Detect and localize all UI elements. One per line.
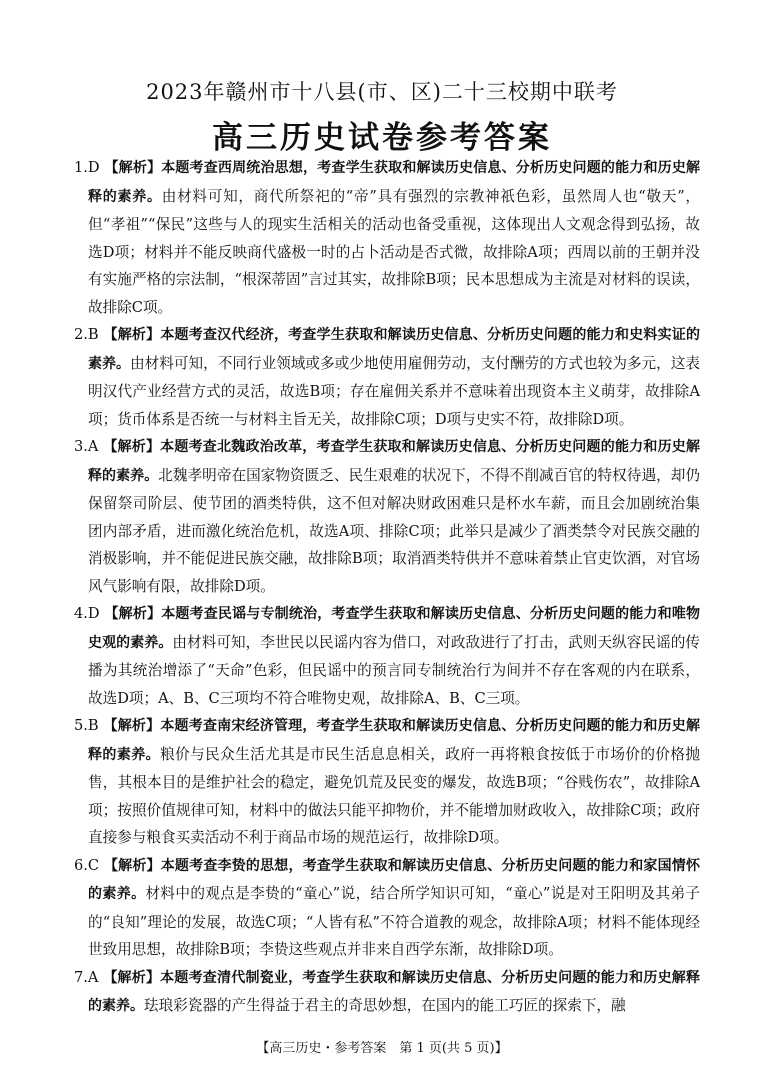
answer-analysis-heading: 【解析】本题考查民谣与专制统治，考查学生获取和解读历史信息、分析历史问题的能力和唯物史观的素养。 <box>88 606 701 651</box>
exam-title: 2023年赣州市十八县(市、区)二十三校期中联考 <box>146 80 618 104</box>
answer-analysis-heading: 【解析】本题考查北魏政治改革，考查学生获取和解读历史信息、分析历史问题的能力和历史解释的素养。 <box>88 439 701 484</box>
answer-number: 1.D <box>74 159 100 176</box>
page-title: 高三历史试卷参考答案 <box>212 120 552 156</box>
answer-analysis-text: 材料中的观点是李贽的“童心”说，结合所学知识可知，“童心”说是对王阳明及其弟子的“良知”理论的发展，故选C项；“人皆有私”不符合道教的观念，故排除A项；材料不能体现经世致用思想，故排除B项；李贽这些观点并非来自西学东渐，故排除D项。 <box>88 885 700 958</box>
answer-analysis-heading: 【解析】本题考查清代制瓷业，考查学生获取和解读历史信息、分析历史问题的能力和历史解释的素养。 <box>88 969 701 1014</box>
answer-number: 5.B <box>74 717 99 734</box>
answer-item-1 <box>74 154 700 321</box>
answer-item-3 <box>74 433 700 600</box>
answer-number: 6.C <box>74 856 100 874</box>
answer-list <box>74 154 700 1021</box>
answer-item-7 <box>74 964 700 1021</box>
answer-analysis-heading: 【解析】本题考查南宋经济管理，考查学生获取和解读历史信息、分析历史问题的能力和历史解释的素养。 <box>88 718 701 763</box>
answer-analysis-text: 粮价与民众生活尤其是市民生活息息相关，政府一再将粮食按低于市场价的价格抛售，其根本目的是维护社会的稳定，避免饥荒及民变的爆发，故选B项；“谷贱伤农”，故排除A项；按照价值规律可知，材料中的做法只能平抑物价，并不能增加财政收入，故排除C项；政府直接参与粮食买卖活动不利于商品市场的规范运行，故排除D项。 <box>88 745 700 846</box>
page-footer: 【高三历史・参考答案 第 1 页(共 5 页)】 <box>256 1041 508 1056</box>
answer-analysis-text: 由材料可知，商代所祭祀的“帝”具有强烈的宗教神祇色彩，虽然周人也“敬天”，但“孝祖”“保民”这些与人的现实生活相关的活动也备受重视，这体现出人文观念得到弘扬，故选D项；材料并不能反映商代盛极一时的占卜活动是否式微，故排除A项；西周以前的王朝并没有实施严格的宗法制，“根深蒂固”言过其实，故排除B项；民本思想成为主流是对材料的误读，故排除C项。 <box>88 187 700 316</box>
answer-number: 4.D <box>74 605 100 622</box>
answer-analysis-text: 由材料可知，李世民以民谣内容为借口，对政敌进行了打击，武则天纵容民谣的传播为其统治增添了“天命”色彩，但民谣中的预言同专制统治行为间并不存在客观的内在联系，故选D项；A、B、C三项均不符合唯物史观，故排除A、B、C三项。 <box>88 633 700 707</box>
answer-analysis-text: 珐琅彩瓷器的产生得益于君主的奇思妙想，在国内的能工巧匠的探索下，融 <box>144 997 626 1014</box>
answer-item-5 <box>74 712 700 852</box>
answer-analysis-heading: 【解析】本题考查李贽的思想，考查学生获取和解读历史信息、分析历史问题的能力和家国情怀的素养。 <box>88 857 701 902</box>
answer-analysis-text: 北魏孝明帝在国家物资匮乏、民生艰难的状况下，不得不削减百官的特权待遇，却仍保留祭司阶层、使节团的酒类特供，这不但对解决财政困难只是杯水车薪，而且会加剧统治集团内部矛盾，进而激化统治危机，故选A项、排除C项；此举只是减少了酒类禁令对民族交融的消极影响，并不能促进民族交融，故排除B项；取消酒类特供并不意味着禁止官吏饮酒，对官场风气影响有限，故排除D项。 <box>88 466 700 595</box>
answer-analysis-text: 由材料可知，不同行业领域或多或少地使用雇佣劳动，支付酬劳的方式也较为多元，这表明汉代产业经营方式的灵活，故选B项；存在雇佣关系并不意味着出现资本主义萌芽，故排除A项；货币体系是否统一与材料主旨无关，故排除C项；D项与史实不符，故排除D项。 <box>88 354 700 428</box>
answer-number: 7.A <box>74 968 99 986</box>
answer-number: 2.B <box>74 326 99 343</box>
answer-analysis-heading: 【解析】本题考查西周统治思想，考查学生获取和解读历史信息、分析历史问题的能力和历史解释的素养。 <box>88 160 701 205</box>
answer-number: 3.A <box>74 438 99 455</box>
answer-item-6 <box>74 852 700 964</box>
answer-item-4 <box>74 600 700 712</box>
answer-item-2 <box>74 321 700 433</box>
answer-analysis-heading: 【解析】本题考查汉代经济，考查学生获取和解读历史信息、分析历史问题的能力和史料实证的素养。 <box>88 327 701 372</box>
